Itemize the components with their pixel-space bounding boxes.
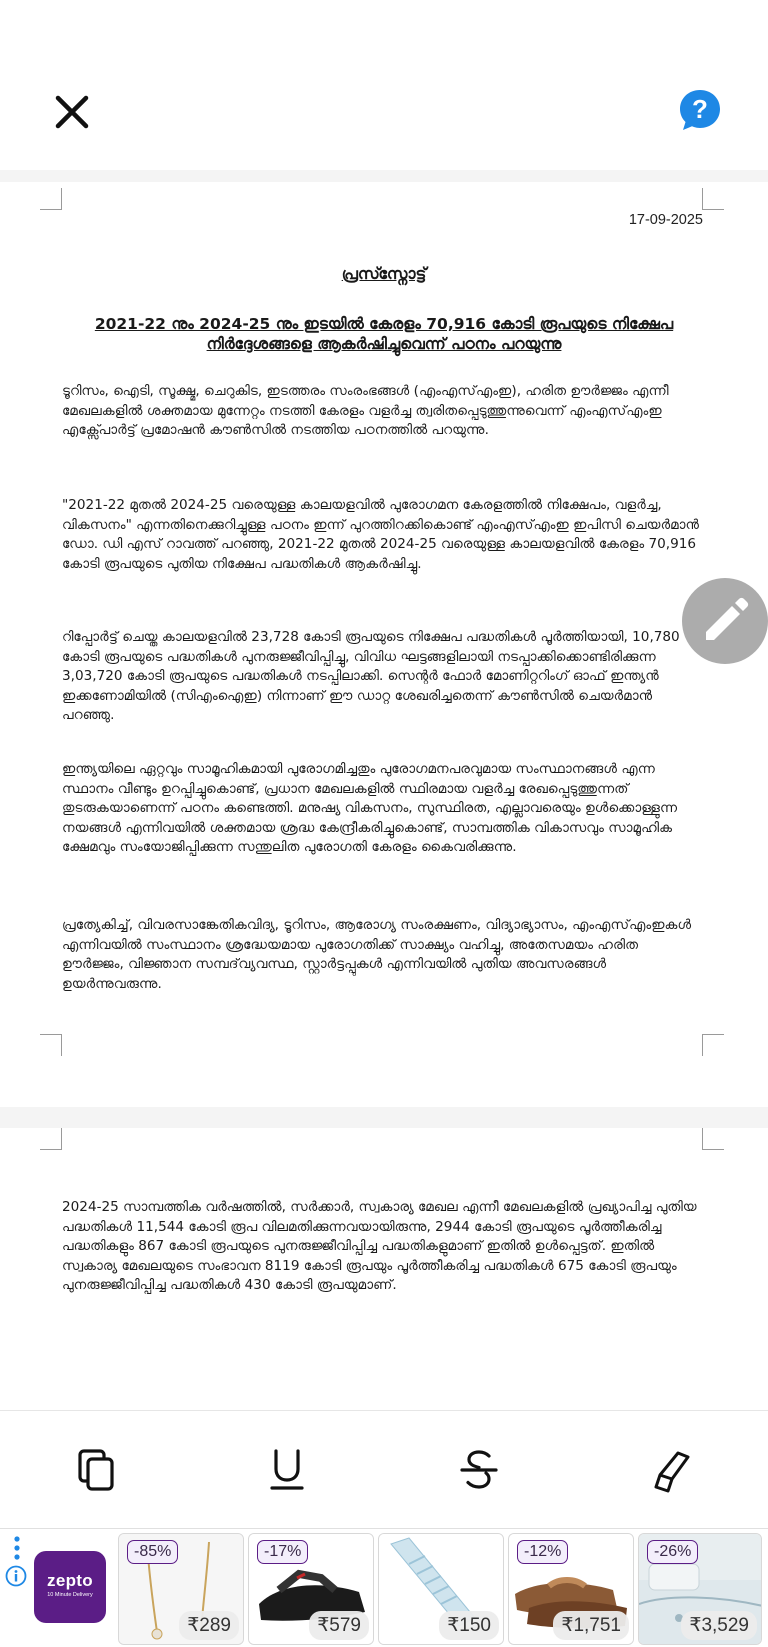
highlighter-button[interactable] (648, 1447, 694, 1493)
formatting-toolbar (0, 1410, 768, 1528)
product-card[interactable] (638, 1533, 762, 1645)
product-card[interactable] (378, 1533, 504, 1645)
help-button[interactable] (676, 86, 724, 134)
discount-badge: -26% (647, 1540, 698, 1564)
price-tag: ₹3,529 (681, 1611, 757, 1640)
price-tag: ₹289 (179, 1611, 239, 1640)
copy-button[interactable] (74, 1447, 120, 1493)
crop-mark (40, 188, 62, 210)
underline-button[interactable] (264, 1447, 310, 1493)
pencil-icon (682, 578, 768, 664)
highlighter-icon (648, 1447, 694, 1493)
document-page-1 (0, 182, 768, 1107)
paragraph: പ്രത്യേകിച്ച്, വിവരസാങ്കേതികവിദ്യ, ടൂറിസം, ആരോഗ്യ സംരക്ഷണം, വിദ്യാഭ്യാസം, എംഎസ്എംഇകൾ എന്നിവയിൽ സംസ്ഥാനം ശ്രദ്ധേയമായ പുരോഗതിക്ക് സാക്ഷ്യം വഹിച്ചു, അതേസമയം ഹരിത ഊർജ്ജം, വിജ്ഞാന സമ്പദ്‌വ്യവസ്ഥ, സ്റ്റാർട്ടപ്പുകൾ എന്നിവയിൽ പുതിയ അവസരങ്ങൾ ഉയർന്നുവരുന്നു. (62, 917, 692, 992)
paragraph: 2024-25 സാമ്പത്തിക വർഷത്തിൽ, സർക്കാർ, സ്വകാര്യ മേഖല എന്നീ മേഖലകളിൽ പ്രഖ്യാപിച്ച പുതിയ പദ്ധതികൾ 11,544 കോടി രൂപ വിലമതിക്കുന്നവയായിരുന്നു, 2944 കോടി രൂപയുടെ പൂർത്തീകരിച്ച പദ്ധതികളും 867 കോടി രൂപയുടെ പുനരുജ്ജീവിപ്പിച്ച പദ്ധതികളുമാണ് ഇതിൽ ഉൾപ്പെട്ടത്. ഇതിൽ സ്വകാര്യ മേഖലയുടെ സംഭാവന 8119 കോടി രൂപയും പൂർത്തീകരിച്ച പദ്ധതികൾ 675 കോടി രൂപയും പുനരുജ്ജീവിപ്പിച്ച പദ്ധതികൾ 430 കോടി രൂപയുമാണ്. (62, 1199, 697, 1294)
strikethrough-button[interactable] (456, 1447, 502, 1493)
paragraph: "2021-22 മുതൽ 2024-25 വരെയുള്ള കാലയളവിൽ പുരോഗമന കേരളത്തിൽ നിക്ഷേപം, വളർച്ച, വികസനം" എന്നതിനെക്കുറിച്ചുള്ള പഠനം ഇന്ന് പുറത്തിറക്കികൊണ്ട് എംഎസ്എംഇ ഇപിസി ചെയർമാൻ ഡോ. ഡി എസ് റാവത്ത് പറഞ്ഞു, 2021-22 മുതൽ 2024-25 വരെയുള്ള കാലയളവിൽ കേരളം 70,916 കോടി രൂപയുടെ പുതിയ നിക്ഷേപ പദ്ധതികൾ ആകർഷിച്ചു. (62, 497, 700, 572)
info-icon[interactable] (5, 1565, 27, 1587)
crop-mark (40, 1128, 62, 1150)
svg-text:?: ? (692, 94, 708, 124)
price-tag: ₹150 (439, 1611, 499, 1640)
close-button[interactable] (50, 90, 94, 134)
ad-banner[interactable] (0, 1528, 768, 1647)
discount-badge: -85% (127, 1540, 178, 1564)
price-tag: ₹1,751 (553, 1611, 629, 1640)
discount-badge: -12% (517, 1540, 568, 1564)
product-card[interactable] (118, 1533, 244, 1645)
close-icon (50, 90, 94, 134)
crop-mark (702, 1034, 724, 1056)
crop-mark (702, 1128, 724, 1150)
press-note-title: പ്രസ്സ്നോട്ട് (341, 264, 427, 283)
crop-mark (702, 188, 724, 210)
underline-icon (264, 1447, 310, 1493)
paragraph: ടൂറിസം, ഐടി, സൂക്ഷ്മ, ചെറുകിട, ഇടത്തരം സംരംഭങ്ങൾ (എംഎസ്എംഇ), ഹരിത ഊർജ്ജം എന്നീ മേഖലകളിൽ ശക്തമായ മുന്നേറ്റം നടത്തി കേരളം വളർച്ച ത്വരിതപ്പെടുത്തുന്നുവെന്ന് എംഎസ്എംഇ എക്സ്പോർട്ട് പ്രമോഷൻ കൗൺസിൽ നടത്തിയ പഠനത്തിൽ പറയുന്നു. (62, 383, 669, 439)
paragraph: ഇന്ത്യയിലെ ഏറ്റവും സാമൂഹികമായി പുരോഗമിച്ചതും പുരോഗമനപരവുമായ സംസ്ഥാനങ്ങൾ എന്ന സ്ഥാനം വീണ്ടും ഉറപ്പിച്ചുകൊണ്ട്, പ്രധാന മേഖലകളിൽ സ്ഥിരമായ വളർച്ച രേഖപ്പെടുത്തുന്നത് തുടരുകയാണെന്ന് പഠനം കണ്ടെത്തി. മനുഷ്യ വികസനം, സുസ്ഥിരത, എല്ലാവരെയും ഉൾക്കൊള്ളുന്ന നയങ്ങൾ എന്നിവയിൽ ശക്തമായ ശ്രദ്ധ കേന്ദ്രീകരിച്ചുകൊണ്ട്, സാമ്പത്തിക വികാസവും സാമൂഹിക ക്ഷേമവും സംയോജിപ്പിക്കുന്ന സന്തുലിത പുരോഗതി കേരളം കൈവരിക്കുന്നു. (62, 761, 678, 856)
top-bar (0, 0, 768, 170)
brand-name: zepto (47, 1571, 93, 1590)
brand-tagline: 10 Minute Delivery (47, 1592, 93, 1598)
copy-icon (74, 1447, 120, 1493)
strikethrough-icon (456, 1447, 502, 1493)
document-date: 17-09-2025 (628, 212, 703, 228)
more-vert-icon[interactable] (12, 1535, 22, 1563)
product-card[interactable] (508, 1533, 634, 1645)
product-card[interactable] (248, 1533, 374, 1645)
edit-fab-button[interactable] (682, 578, 768, 664)
headline: 2021-22 നും 2024-25 നും ഇടയിൽ കേരളം 70,916 കോടി രൂപയുടെ നിക്ഷേപ നിർദ്ദേശങ്ങളെ ആകർഷിച്ചുവെന്ന് പഠനം പറയുന്നു (94, 315, 674, 353)
document-viewer[interactable] (0, 170, 768, 1410)
zepto-logo[interactable] (34, 1551, 106, 1623)
help-icon (676, 86, 724, 134)
document-page-2 (0, 1128, 768, 1428)
discount-badge: -17% (257, 1540, 308, 1564)
price-tag: ₹579 (309, 1611, 369, 1640)
paragraph: റിപ്പോർട്ട് ചെയ്ത കാലയളവിൽ 23,728 കോടി രൂപയുടെ നിക്ഷേപ പദ്ധതികൾ പൂർത്തിയായി, 10,780 കോടി രൂപയുടെ പദ്ധതികൾ പുനരുജ്ജീവിപ്പിച്ചു, വിവിധ ഘട്ടങ്ങളിലായി നടപ്പാക്കിക്കൊണ്ടിരിക്കുന്ന 3,03,720 കോടി രൂപയുടെ പദ്ധതികൾ നടപ്പിലാക്കി. സെന്റർ ഫോർ മോണിറ്ററിംഗ് ഓഫ് ഇന്ത്യൻ ഇക്കണോമിയിൽ (സിഎംഐഇ) നിന്നാണ് ഈ ഡാറ്റ ശേഖരിച്ചതെന്ന് കൗൺസിൽ ചെയർമാൻ പറഞ്ഞു. (62, 629, 680, 724)
crop-mark (40, 1034, 62, 1056)
